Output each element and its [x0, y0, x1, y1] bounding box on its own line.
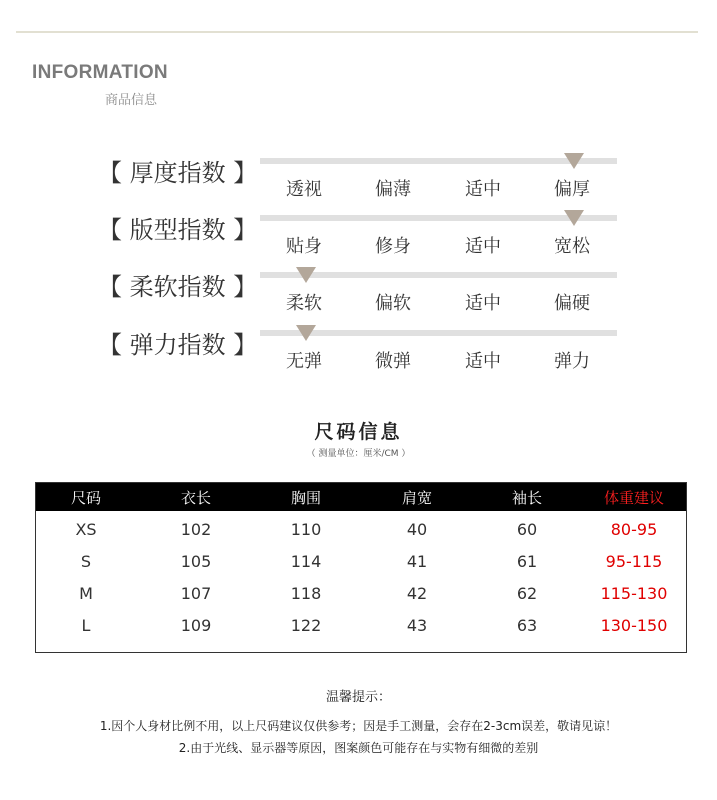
size-chart-title: 尺码信息: [314, 421, 403, 443]
index-option: 宽松: [554, 236, 590, 257]
index-option: 偏软: [375, 293, 411, 314]
table-cell: 118: [290, 583, 322, 603]
index-row-thickness: [0, 153, 717, 203]
index-option: 无弹: [286, 351, 322, 372]
table-cell: 62: [516, 583, 538, 603]
table-cell: M: [79, 583, 93, 603]
column-header: 肩宽: [401, 488, 432, 507]
table-cell: 109: [180, 615, 212, 635]
tip-line: 1.因个人身材比例不用，以上尺码建议仅供参考；因是手工测量，会存在2-3cm误差，敬请见谅！: [99, 719, 618, 733]
table-cell: 42: [406, 583, 428, 603]
table-cell: 122: [290, 615, 322, 635]
table-cell: 41: [406, 551, 428, 571]
table-cell: 95-115: [605, 551, 663, 571]
table-cell: 114: [290, 551, 322, 571]
index-marker-icon: [564, 210, 584, 226]
table-cell: 102: [180, 519, 212, 539]
index-option: 弹力: [554, 351, 590, 372]
table-row: [36, 577, 686, 609]
table-cell: 40: [406, 519, 428, 539]
table-row: [36, 545, 686, 577]
column-header: 袖长: [511, 488, 542, 507]
section-title: INFORMATION: [32, 62, 168, 83]
column-header: 胸围: [290, 488, 321, 507]
tip-line: 2.由于光线、显示器等原因，图案颜色可能存在与实物有细微的差别: [178, 741, 539, 755]
column-header: 体重建议: [603, 488, 664, 507]
index-marker-icon: [564, 153, 584, 169]
table-cell: S: [80, 551, 92, 571]
index-option: 适中: [465, 351, 501, 372]
index-label: 【 版型指数 】: [98, 216, 258, 244]
table-cell: 43: [406, 615, 428, 635]
table-cell: 130-150: [600, 615, 668, 635]
table-cell: 107: [180, 583, 212, 603]
index-option: 柔软: [286, 293, 322, 314]
table-cell: XS: [75, 519, 97, 539]
index-label: 【 厚度指数 】: [98, 159, 258, 187]
table-cell: 80-95: [610, 519, 658, 539]
index-option: 偏薄: [375, 179, 411, 200]
table-row: [36, 513, 686, 545]
table-cell: 105: [180, 551, 212, 571]
index-option: 微弹: [375, 351, 411, 372]
index-option: 适中: [465, 179, 501, 200]
index-option: 贴身: [286, 236, 322, 257]
size-chart-unit-note: （ 测量单位：厘米/CM ）: [306, 449, 411, 459]
index-option: 适中: [465, 236, 501, 257]
index-marker-icon: [296, 267, 316, 283]
index-label: 【 弹力指数 】: [98, 331, 258, 359]
table-header: [36, 483, 686, 511]
index-row-elasticity: [0, 325, 717, 375]
index-marker-icon: [296, 325, 316, 341]
index-row-fit: [0, 210, 717, 260]
index-option: 透视: [286, 179, 322, 200]
index-option: 修身: [375, 236, 411, 257]
table-row: [36, 609, 686, 641]
table-cell: 115-130: [600, 583, 668, 603]
column-header: 尺码: [70, 488, 101, 507]
index-option: 偏厚: [554, 179, 590, 200]
table-cell: 63: [516, 615, 538, 635]
size-table: [35, 482, 687, 653]
table-cell: 110: [290, 519, 322, 539]
table-cell: 61: [516, 551, 538, 571]
index-row-softness: [0, 267, 717, 317]
index-option: 适中: [465, 293, 501, 314]
top-divider: [16, 31, 698, 33]
column-header: 衣长: [180, 488, 211, 507]
tips-title: 温馨提示：: [325, 690, 391, 705]
table-cell: L: [81, 615, 91, 635]
table-cell: 60: [516, 519, 538, 539]
section-subtitle: 商品信息: [105, 93, 158, 108]
index-option: 偏硬: [554, 293, 590, 314]
index-label: 【 柔软指数 】: [98, 273, 258, 301]
